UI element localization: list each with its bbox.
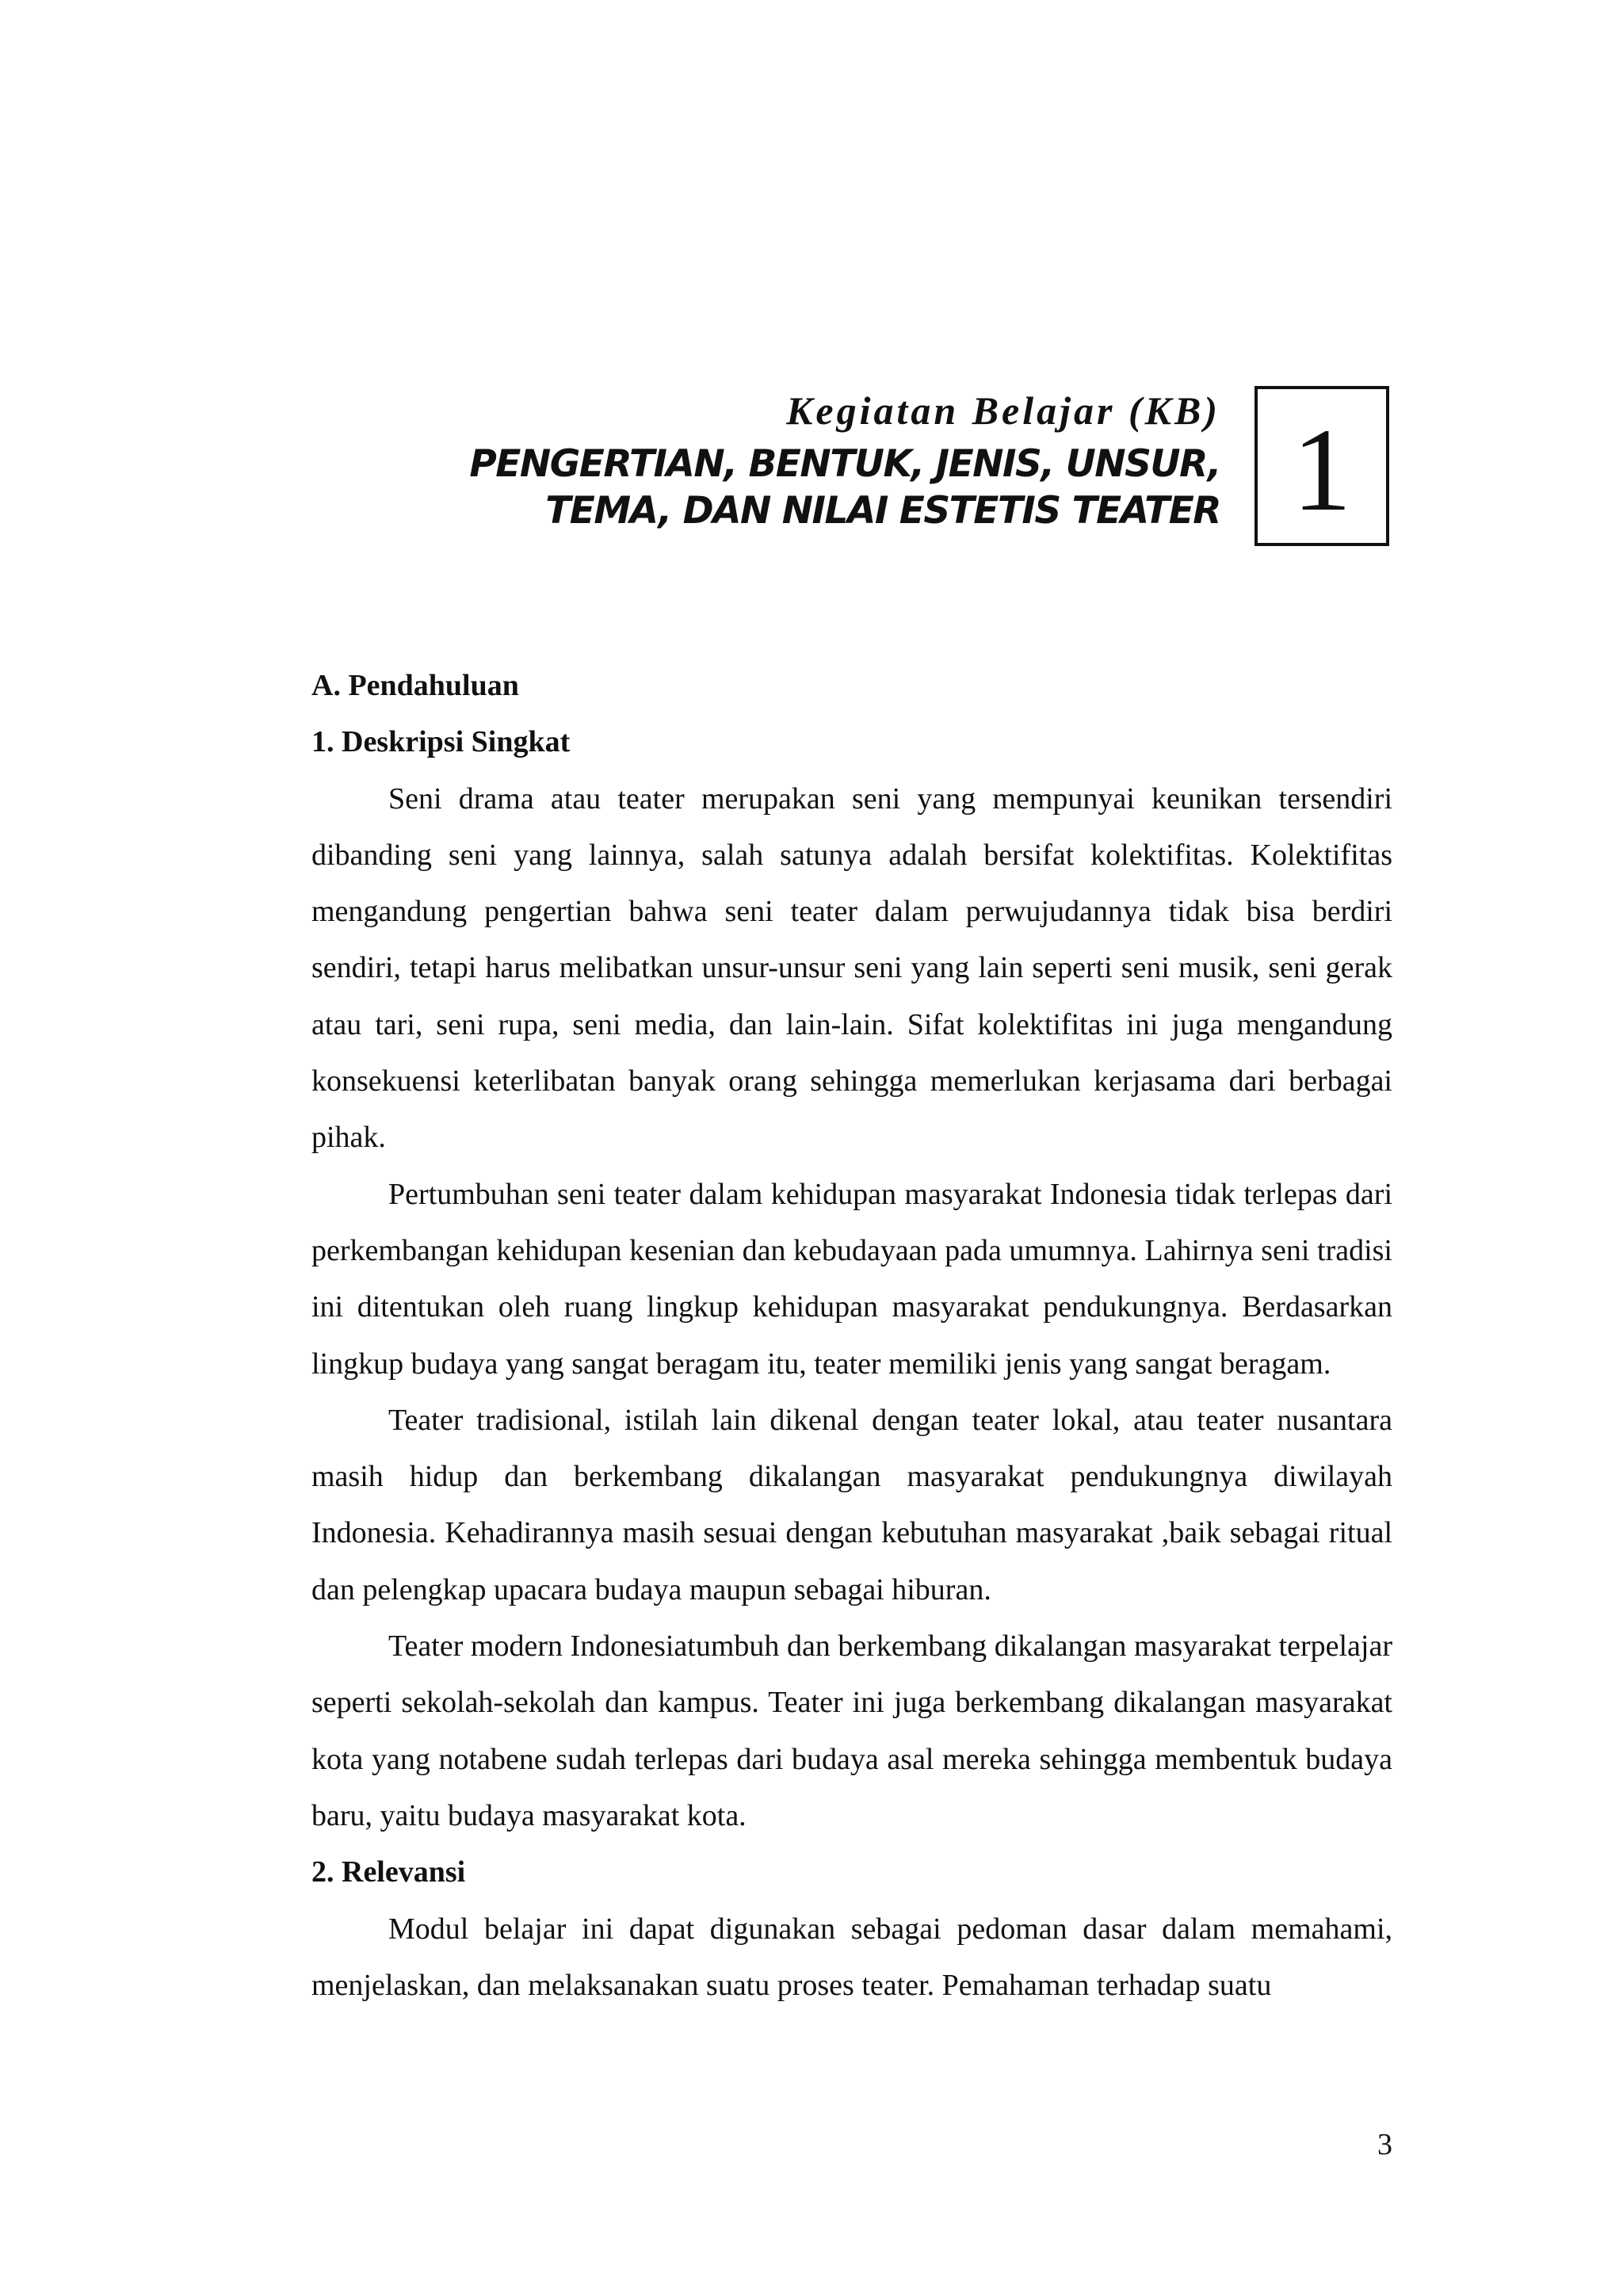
paragraph: Seni drama atau teater merupakan seni yang mempunyai keunikan tersendiri dibanding seni yang lainnya, salah satunya adalah bersifat kolektifitas. Kolektifitas mengandung pengertian bahwa seni teater dalam perwujudannya tidak bisa berdiri sendiri, tetapi harus melibatkan unsur-unsur seni yang lain seperti seni musik, seni gerak atau tari, seni rupa, seni media, dan lain-lain. Sifat kolektifitas ini juga mengandung konsekuensi keterlibatan banyak orang sehingga memerlukan kerjasama dari berbagai pihak. [311, 781, 1392, 1155]
paragraph: Teater tradisional, istilah lain dikenal dengan teater lokal, atau teater nusantara masih hidup dan berkembang dikalangan masyarakat pendukungnya diwilayah Indonesia. Kehadirannya masih sesuai dengan kebutuhan masyarakat ,baik sebagai ritual dan pelengkap upacara budaya maupun sebagai hiburan. [311, 1403, 1392, 1606]
page-number: 3 [1377, 2128, 1392, 2161]
body-text [311, 658, 1392, 2014]
paragraph: Teater modern Indonesiatumbuh dan berkembang dikalangan masyarakat terpelajar seperti sekolah-sekolah dan kampus. Teater ini juga berkembang dikalangan masyarakat kota yang notabene sudah terlepas dari budaya asal mereka sehingga membentuk budaya baru, yaitu budaya masyarakat kota. [311, 1629, 1392, 1832]
chapter-title [333, 441, 1220, 534]
paragraph: Pertumbuhan seni teater dalam kehidupan masyarakat Indonesia tidak terlepas dari perkembangan kehidupan kesenian dan kebudayaan pada umumnya. Lahirnya seni tradisi ini ditentukan oleh ruang lingkup kehidupan masyarakat pendukungnya. Berdasarkan lingkup budaya yang sangat beragam itu, teater memiliki jenis yang sangat beragam. [311, 1177, 1392, 1381]
kb-number-box [1254, 386, 1389, 546]
kb-label: Kegiatan Belajar (KB) [786, 388, 1220, 433]
chapter-title-line-2: TEMA, DAN NILAI ESTETIS TEATER [545, 489, 1220, 533]
section-heading-pendahuluan: A. Pendahuluan [311, 669, 519, 702]
subheading-deskripsi-singkat: 1. Deskripsi Singkat [311, 725, 571, 759]
kb-number: 1 [1292, 404, 1352, 536]
paragraph: Modul belajar ini dapat digunakan sebagai pedoman dasar dalam memahami, menjelaskan, dan melaksanakan suatu proses teater. Pemahaman terhadap suatu [311, 1912, 1392, 2002]
subheading-relevansi: 2. Relevansi [311, 1855, 466, 1889]
chapter-title-line-1: PENGERTIAN, BENTUK, JENIS, UNSUR, [469, 442, 1220, 486]
